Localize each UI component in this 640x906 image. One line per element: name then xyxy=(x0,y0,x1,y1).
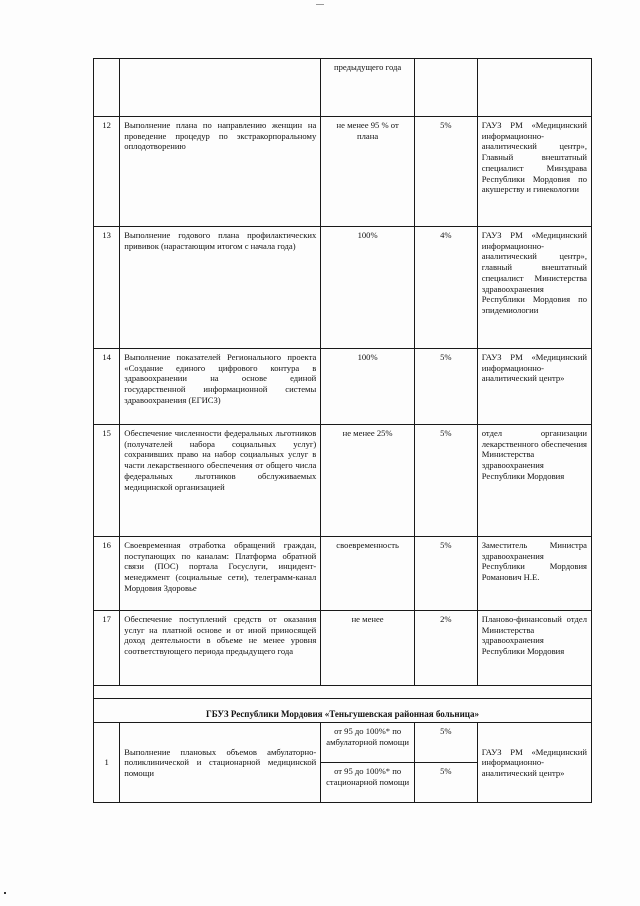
scan-artifact-dot xyxy=(4,892,6,894)
responsible: ГАУЗ РМ «Медицинский информационно-аналитический центр», Главный внештатный специалист Минздрава Республики Мордовия по акушерству и гинекологии xyxy=(477,117,591,227)
table-row xyxy=(94,686,592,699)
indicator-name: Выполнение показателей Регионального проекта «Создание единого цифрового контура в здравоохранении на основе единой государственной информационной системы здравоохранения (ЕГИСЗ) xyxy=(120,349,321,425)
weight xyxy=(414,59,477,117)
target-value: от 95 до 100%* по амбулаторной помощи xyxy=(321,723,415,763)
table-row xyxy=(94,59,592,117)
responsible: Планово-финансовый отдел Министерства здравоохранения Республики Мордовия xyxy=(477,611,591,686)
row-number: 17 xyxy=(94,611,120,686)
responsible: ГАУЗ РМ «Медицинский информационно-аналитический центр» xyxy=(477,349,591,425)
target-value: своевременность xyxy=(321,537,415,611)
weight: 5% xyxy=(414,537,477,611)
weight: 5% xyxy=(414,723,477,763)
section-header-row xyxy=(94,699,592,723)
responsible: ГАУЗ РМ «Медицинский информационно-аналитический центр», главный внештатный специалист Министерства здравоохранения Республики Мордовия по эпидемиологии xyxy=(477,227,591,349)
target-value: от 95 до 100%* по стационарной помощи xyxy=(321,763,415,803)
weight: 5% xyxy=(414,763,477,803)
weight: 5% xyxy=(414,117,477,227)
row-number xyxy=(94,59,120,117)
weight: 2% xyxy=(414,611,477,686)
indicator-name: Своевременная отработка обращений граждан, поступающих по каналам: Платформа обратной связи (ПОС) портала Госуслуги, инцидент-менеджмент (социальные сети), телеграмм-канал Мордовия Здоровье xyxy=(120,537,321,611)
row-number: 1 xyxy=(94,723,120,803)
weight: 5% xyxy=(414,349,477,425)
table-row xyxy=(94,723,592,763)
row-number: 15 xyxy=(94,425,120,537)
target-value: предыдущего года xyxy=(321,59,415,117)
responsible: отдел организации лекарственного обеспечения Министерства здравоохранения Республики Мордовия xyxy=(477,425,591,537)
table-row xyxy=(94,611,592,686)
row-number: 14 xyxy=(94,349,120,425)
target-value: не менее 95 % от плана xyxy=(321,117,415,227)
indicator-name: Обеспечение численности федеральных льготников (получателей набора социальных услуг) сохранивших право на набор социальных услуг в части лекарственного обеспечения от общего числа федеральных льготников обслуживаемых медицинской организацией xyxy=(120,425,321,537)
target-value: 100% xyxy=(321,227,415,349)
table-row xyxy=(94,425,592,537)
section-title: ГБУЗ Республики Мордовия «Теньгушевская районная больница» xyxy=(94,699,592,723)
indicator-name: Выполнение плана по направлению женщин на проведение процедур по экстракорпоральному оплодотворению xyxy=(120,117,321,227)
spacer-cell xyxy=(94,686,592,699)
table-row xyxy=(94,537,592,611)
table-row xyxy=(94,117,592,227)
row-number: 13 xyxy=(94,227,120,349)
target-value: 100% xyxy=(321,349,415,425)
table-row xyxy=(94,349,592,425)
indicator-name: Выполнение плановых объемов амбулаторно-поликлинической и стационарной медицинской помощи xyxy=(120,723,321,803)
row-number: 16 xyxy=(94,537,120,611)
indicators-table xyxy=(93,58,592,803)
scan-artifact-top xyxy=(316,4,324,5)
row-number: 12 xyxy=(94,117,120,227)
weight: 4% xyxy=(414,227,477,349)
responsible: Заместитель Министра здравоохранения Республики Мордовия Романович Н.Е. xyxy=(477,537,591,611)
responsible xyxy=(477,59,591,117)
target-value: не менее 25% xyxy=(321,425,415,537)
indicator-name: Обеспечение поступлений средств от оказания услуг на платной основе и от иной приносящей доход деятельности в объеме не менее уровня соответствующего периода предыдущего года xyxy=(120,611,321,686)
table-row xyxy=(94,227,592,349)
responsible: ГАУЗ РМ «Медицинский информационно-аналитический центр» xyxy=(477,723,591,803)
weight: 5% xyxy=(414,425,477,537)
target-value: не менее xyxy=(321,611,415,686)
indicator-name xyxy=(120,59,321,117)
indicator-name: Выполнение годового плана профилактических прививок (нарастающим итогом с начала года) xyxy=(120,227,321,349)
